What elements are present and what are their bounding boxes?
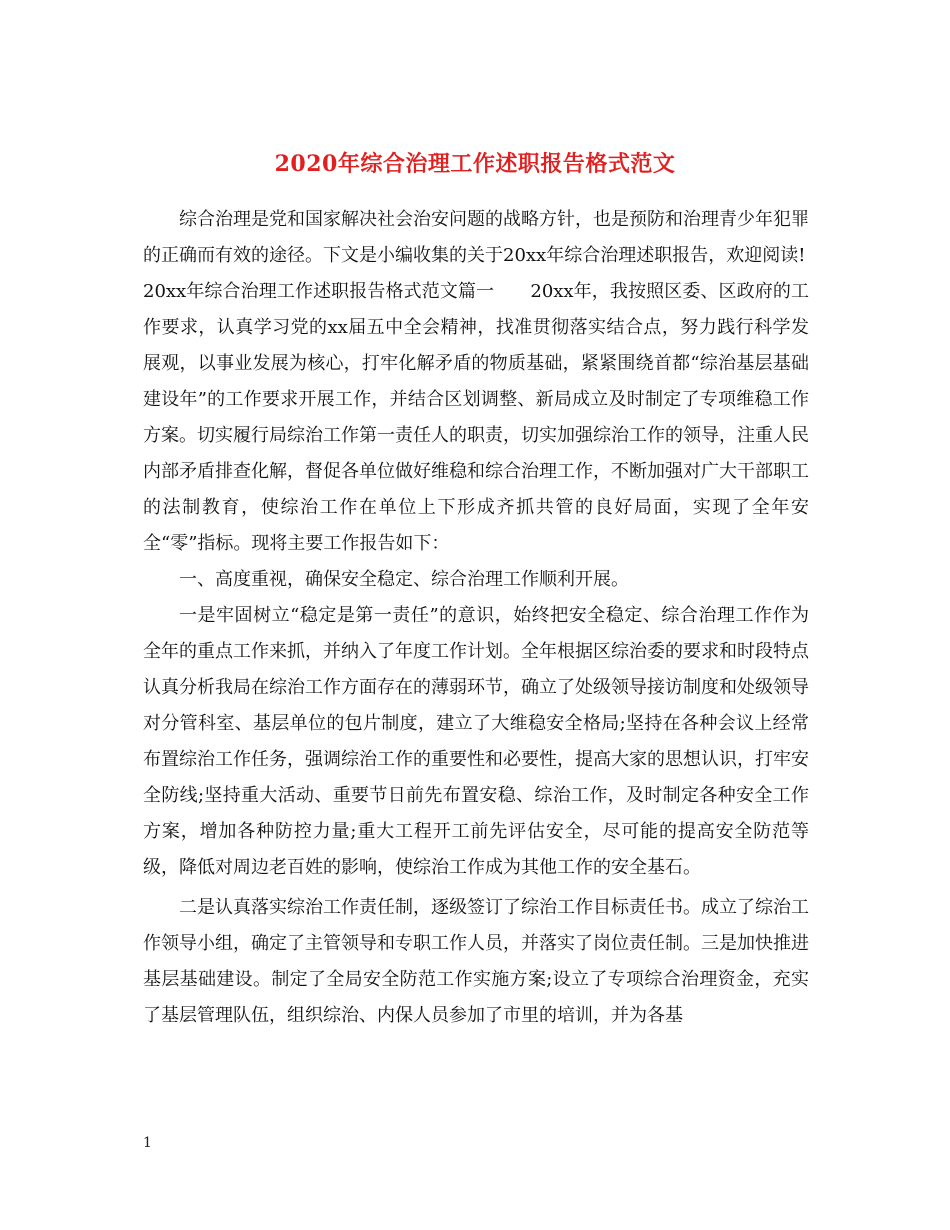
- report-opening-paragraph: 20xx年综合治理工作述职报告格式范文篇一 20xx年，我按照区委、区政府的工作要求，认真学习党的xx届五中全会精神，找准贯彻落实结合点，努力践行科学发展观，以事业发展为核心，打牢化解矛盾的物质基础，紧紧围绕首都“综治基层基础建设年”的工作要求开展工作，并结合区划调整、新局成立及时制定了专项维稳工作方案。切实履行局综治工作第一责任人的职责，切实加强综治工作的领导，注重人民内部矛盾排查化解，督促各单位做好维稳和综合治理工作，不断加强对广大干部职工的法制教育，使综治工作在单位上下形成齐抓共管的良好局面，实现了全年安全“零”指标。现将主要工作报告如下：: [143, 281, 809, 554]
- second-point-paragraph: 二是认真落实综治工作责任制，逐级签订了综治工作目标责任书。成立了综治工作领导小组，确定了主管领导和专职工作人员，并落实了岗位责任制。三是加快推进基层基础建设。制定了全局安全防范工作实施方案;设立了专项综合治理资金，充实了基层管理队伍，组织综治、内保人员参加了市里的培训，并为各基: [143, 897, 809, 1026]
- document-body: [143, 202, 809, 1034]
- section-heading-paragraph: 一、高度重视，确保安全稳定、综合治理工作顺利开展。: [179, 569, 629, 590]
- intro-paragraph: 综合治理是党和国家解决社会治安问题的战略方针，也是预防和治理青少年犯罪的正确而有效的途径。下文是小编收集的关于20xx年综合治理述职报告，欢迎阅读!: [143, 209, 809, 266]
- document-title: 2020年综合治理工作述职报告格式范文: [274, 150, 676, 177]
- page-number: 1: [143, 1135, 152, 1151]
- first-point-paragraph: 一是牢固树立“稳定是第一责任”的意识，始终把安全稳定、综合治理工作作为全年的重点工作来抓，并纳入了年度工作计划。全年根据区综治委的要求和时段特点认真分析我局在综治工作方面存在的薄弱环节，确立了处级领导接访制度和处级领导对分管科室、基层单位的包片制度，建立了大维稳安全格局;坚持在各种会议上经常布置综治工作任务，强调综治工作的重要性和必要性，提高大家的思想认识，打牢安全防线;坚持重大活动、重要节日前先布置安稳、综治工作，及时制定各种安全工作方案，增加各种防控力量;重大工程开工前先评估安全，尽可能的提高安全防范等级，降低对周边老百姓的影响，使综治工作成为其他工作的安全基石。: [143, 605, 809, 878]
